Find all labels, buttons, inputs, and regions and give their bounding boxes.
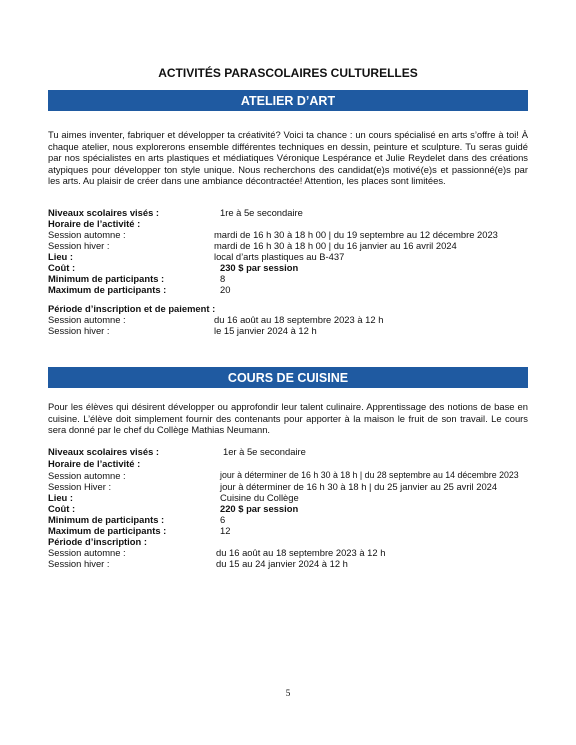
cooking-schedule-row [48, 458, 528, 469]
art-schedule-label: Horaire de l’activité : [48, 218, 141, 229]
art-levels-row [48, 207, 528, 218]
art-reg-fall-value: du 16 août au 18 septembre 2023 à 12 h [214, 314, 384, 325]
cooking-section-heading: COURS DE CUISINE [227, 370, 349, 385]
art-levels-value: 1re à 5e secondaire [220, 207, 303, 218]
cooking-min-row [48, 514, 528, 525]
cooking-max-value: 12 [220, 525, 231, 536]
cooking-fall-value: jour à déterminer de 16 h 30 à 18 h | du 28 septembre au 14 décembre 2023 [220, 470, 519, 480]
art-section-heading: ATELIER D’ART [240, 93, 336, 108]
cooking-reg-winter-value: du 15 au 24 janvier 2024 à 12 h [216, 558, 348, 569]
cooking-place-row [48, 492, 528, 503]
art-fall-label: Session automne : [48, 229, 126, 240]
cooking-min-label: Minimum de participants : [48, 514, 165, 525]
art-winter-value: mardi de 16 h 30 à 18 h 00 | du 16 janvier au 16 avril 2024 [214, 240, 457, 251]
art-max-label: Maximum de participants : [48, 284, 167, 295]
cooking-fall-label: Session automne : [48, 470, 126, 481]
cooking-schedule-label: Horaire de l’activité : [48, 458, 141, 469]
cooking-reg-fall-label: Session automne : [48, 547, 126, 558]
cooking-reg-winter-label: Session hiver : [48, 558, 110, 569]
cooking-description: Pour les élèves qui désirent développer ou approfondir leur talent culinaire. Apprentissage des notions de base en cuisine. L’élève doit simplement fournir des contenants pour apporter à la maison le fruit de son travail. Le cours sera donné par le chef du Collège Mathias Neumann. [48, 401, 528, 436]
art-reg-fall-label: Session automne : [48, 314, 126, 325]
art-fall-value: mardi de 16 h 30 à 18 h 00 | du 19 septembre au 12 décembre 2023 [214, 229, 498, 240]
cooking-levels-value: 1er à 5e secondaire [223, 446, 306, 457]
cooking-max-row [48, 525, 528, 536]
cooking-registration-label: Période d’inscription : [48, 536, 147, 547]
art-fall-row [48, 229, 528, 240]
art-registration-row [48, 303, 528, 314]
cooking-winter-row [48, 481, 528, 492]
cooking-winter-label: Session Hiver : [48, 481, 112, 492]
art-max-value: 20 [220, 284, 231, 295]
cooking-section-banner [48, 367, 528, 388]
art-cost-row [48, 262, 528, 273]
cooking-fall-row [48, 470, 528, 481]
cooking-reg-winter-row [48, 558, 528, 569]
cooking-levels-row [48, 446, 528, 457]
cooking-reg-fall-value: du 16 août au 18 septembre 2023 à 12 h [216, 547, 386, 558]
cooking-min-value: 6 [220, 514, 226, 525]
cooking-cost-value: 220 $ par session [220, 503, 299, 514]
page-number: 5 [285, 689, 291, 699]
art-place-row [48, 251, 528, 262]
art-min-label: Minimum de participants : [48, 273, 165, 284]
cooking-place-value: Cuisine du Collège [220, 492, 299, 503]
cooking-cost-label: Coût : [48, 503, 76, 514]
art-registration-label: Période d’inscription et de paiement : [48, 303, 216, 314]
cooking-reg-fall-row [48, 547, 528, 558]
cooking-levels-label: Niveaux scolaires visés : [48, 446, 160, 457]
art-max-row [48, 284, 528, 295]
art-cost-label: Coût : [48, 262, 76, 273]
art-description: Tu aimes inventer, fabriquer et développer ta créativité? Voici ta chance : un cours spécialisé en arts s’offre à toi! À chaque atelier, nous explorerons ensemble différentes techniques en dessin, peinture et sculpture. Tu seras guidé par nos spécialistes en arts plastiques et médiatiques Véronique Lespérance et Julie Reydelet dans des créations atypiques pour développer ton style unique. Nous recherchons des candidat(e)s motivé(e)s et passionné(e)s par les arts. Au plaisir de créer dans une ambiance décontractée! Attention, les places sont limitées. [48, 129, 528, 187]
art-cost-value: 230 $ par session [220, 262, 299, 273]
art-min-row [48, 273, 528, 284]
art-reg-fall-row [48, 314, 528, 325]
art-schedule-row [48, 218, 528, 229]
art-winter-row [48, 240, 528, 251]
cooking-winter-value: jour à déterminer de 16 h 30 à 18 h | du 25 janvier au 25 avril 2024 [220, 481, 498, 492]
cooking-registration-row [48, 536, 528, 547]
art-levels-label: Niveaux scolaires visés : [48, 207, 160, 218]
art-reg-winter-value: le 15 janvier 2024 à 12 h [214, 325, 317, 336]
art-min-value: 8 [220, 273, 226, 284]
cooking-max-label: Maximum de participants : [48, 525, 167, 536]
art-winter-label: Session hiver : [48, 240, 110, 251]
art-place-value: local d’arts plastiques au B-437 [214, 251, 345, 262]
page-title: ACTIVITÉS PARASCOLAIRES CULTURELLES [158, 66, 418, 80]
art-place-label: Lieu : [48, 251, 73, 262]
cooking-place-label: Lieu : [48, 492, 73, 503]
art-reg-winter-row [48, 325, 528, 336]
art-section-banner [48, 90, 528, 111]
cooking-cost-row [48, 503, 528, 514]
art-reg-winter-label: Session hiver : [48, 325, 110, 336]
